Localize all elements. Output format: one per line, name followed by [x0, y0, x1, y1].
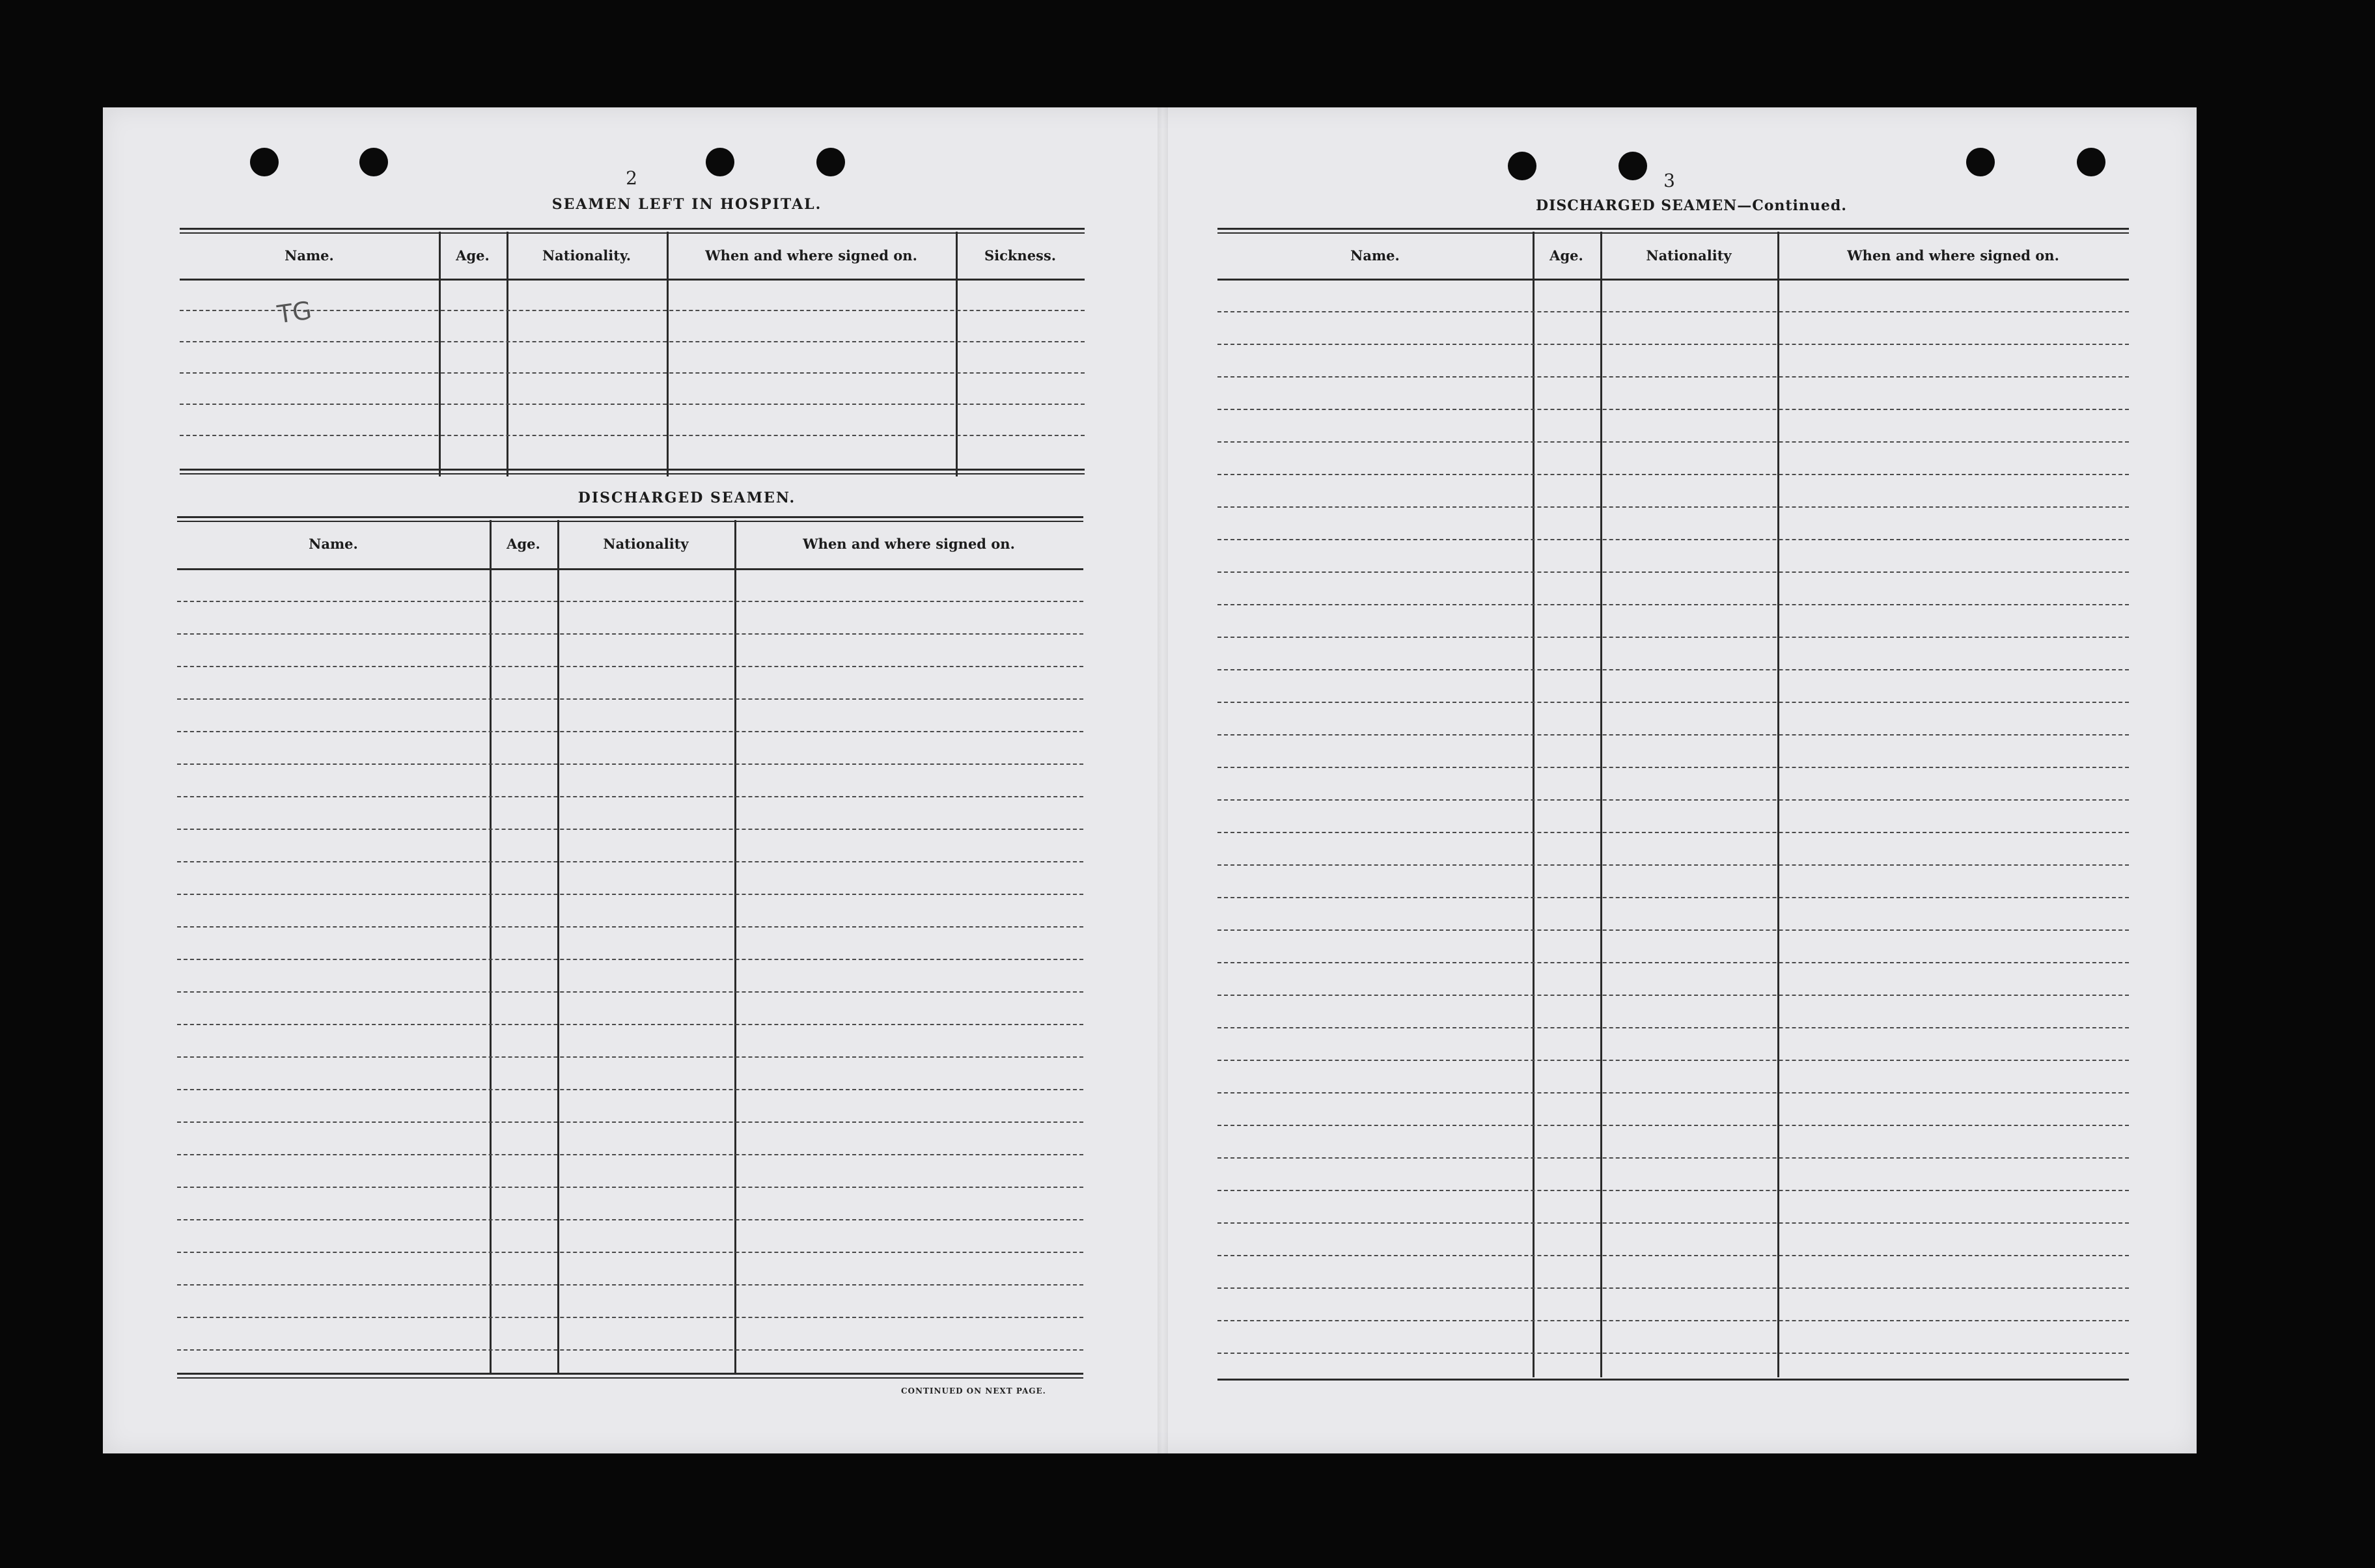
ledger-sheet: [103, 107, 2197, 1453]
hospital-section-title: SEAMEN LEFT IN HOSPITAL.: [551, 196, 822, 213]
discharged-cont-col-age: Age.: [1549, 247, 1583, 264]
punch-hole: [1618, 152, 1647, 180]
hospital-col-nationality: Nationality.: [542, 247, 632, 264]
left-page-number: 2: [626, 167, 637, 189]
punch-hole: [706, 148, 734, 176]
discharged-col-signed-on: When and where signed on.: [803, 536, 1015, 552]
punch-hole: [250, 148, 279, 176]
right-page-number: 3: [1663, 170, 1675, 191]
hospital-col-signed-on: When and where signed on.: [705, 247, 917, 264]
punch-hole: [1508, 152, 1536, 180]
discharged-table-right: [1217, 228, 2129, 1386]
discharged-col-nationality: Nationality: [603, 536, 689, 552]
continued-footnote: CONTINUED ON NEXT PAGE.: [901, 1386, 1046, 1396]
punch-hole: [816, 148, 845, 176]
handwritten-mark: TG: [275, 296, 314, 329]
punch-hole: [359, 148, 388, 176]
discharged-continued-title: DISCHARGED SEAMEN—Continued.: [1536, 197, 1847, 214]
hospital-col-sickness: Sickness.: [984, 247, 1057, 264]
discharged-cont-col-name: Name.: [1350, 247, 1400, 264]
discharged-section-title: DISCHARGED SEAMEN.: [577, 489, 796, 506]
hospital-col-name: Name.: [285, 247, 334, 264]
punch-hole: [1966, 148, 1995, 176]
discharged-table-left: [177, 516, 1083, 1388]
discharged-cont-col-signed-on: When and where signed on.: [1847, 247, 2059, 264]
discharged-col-name: Name.: [309, 536, 358, 552]
punch-hole: [2077, 148, 2105, 176]
discharged-cont-col-nationality: Nationality: [1646, 247, 1732, 264]
hospital-col-age: Age.: [456, 247, 490, 264]
page-gutter: [1158, 107, 1168, 1453]
discharged-col-age: Age.: [507, 536, 540, 552]
hospital-table: [180, 228, 1085, 482]
